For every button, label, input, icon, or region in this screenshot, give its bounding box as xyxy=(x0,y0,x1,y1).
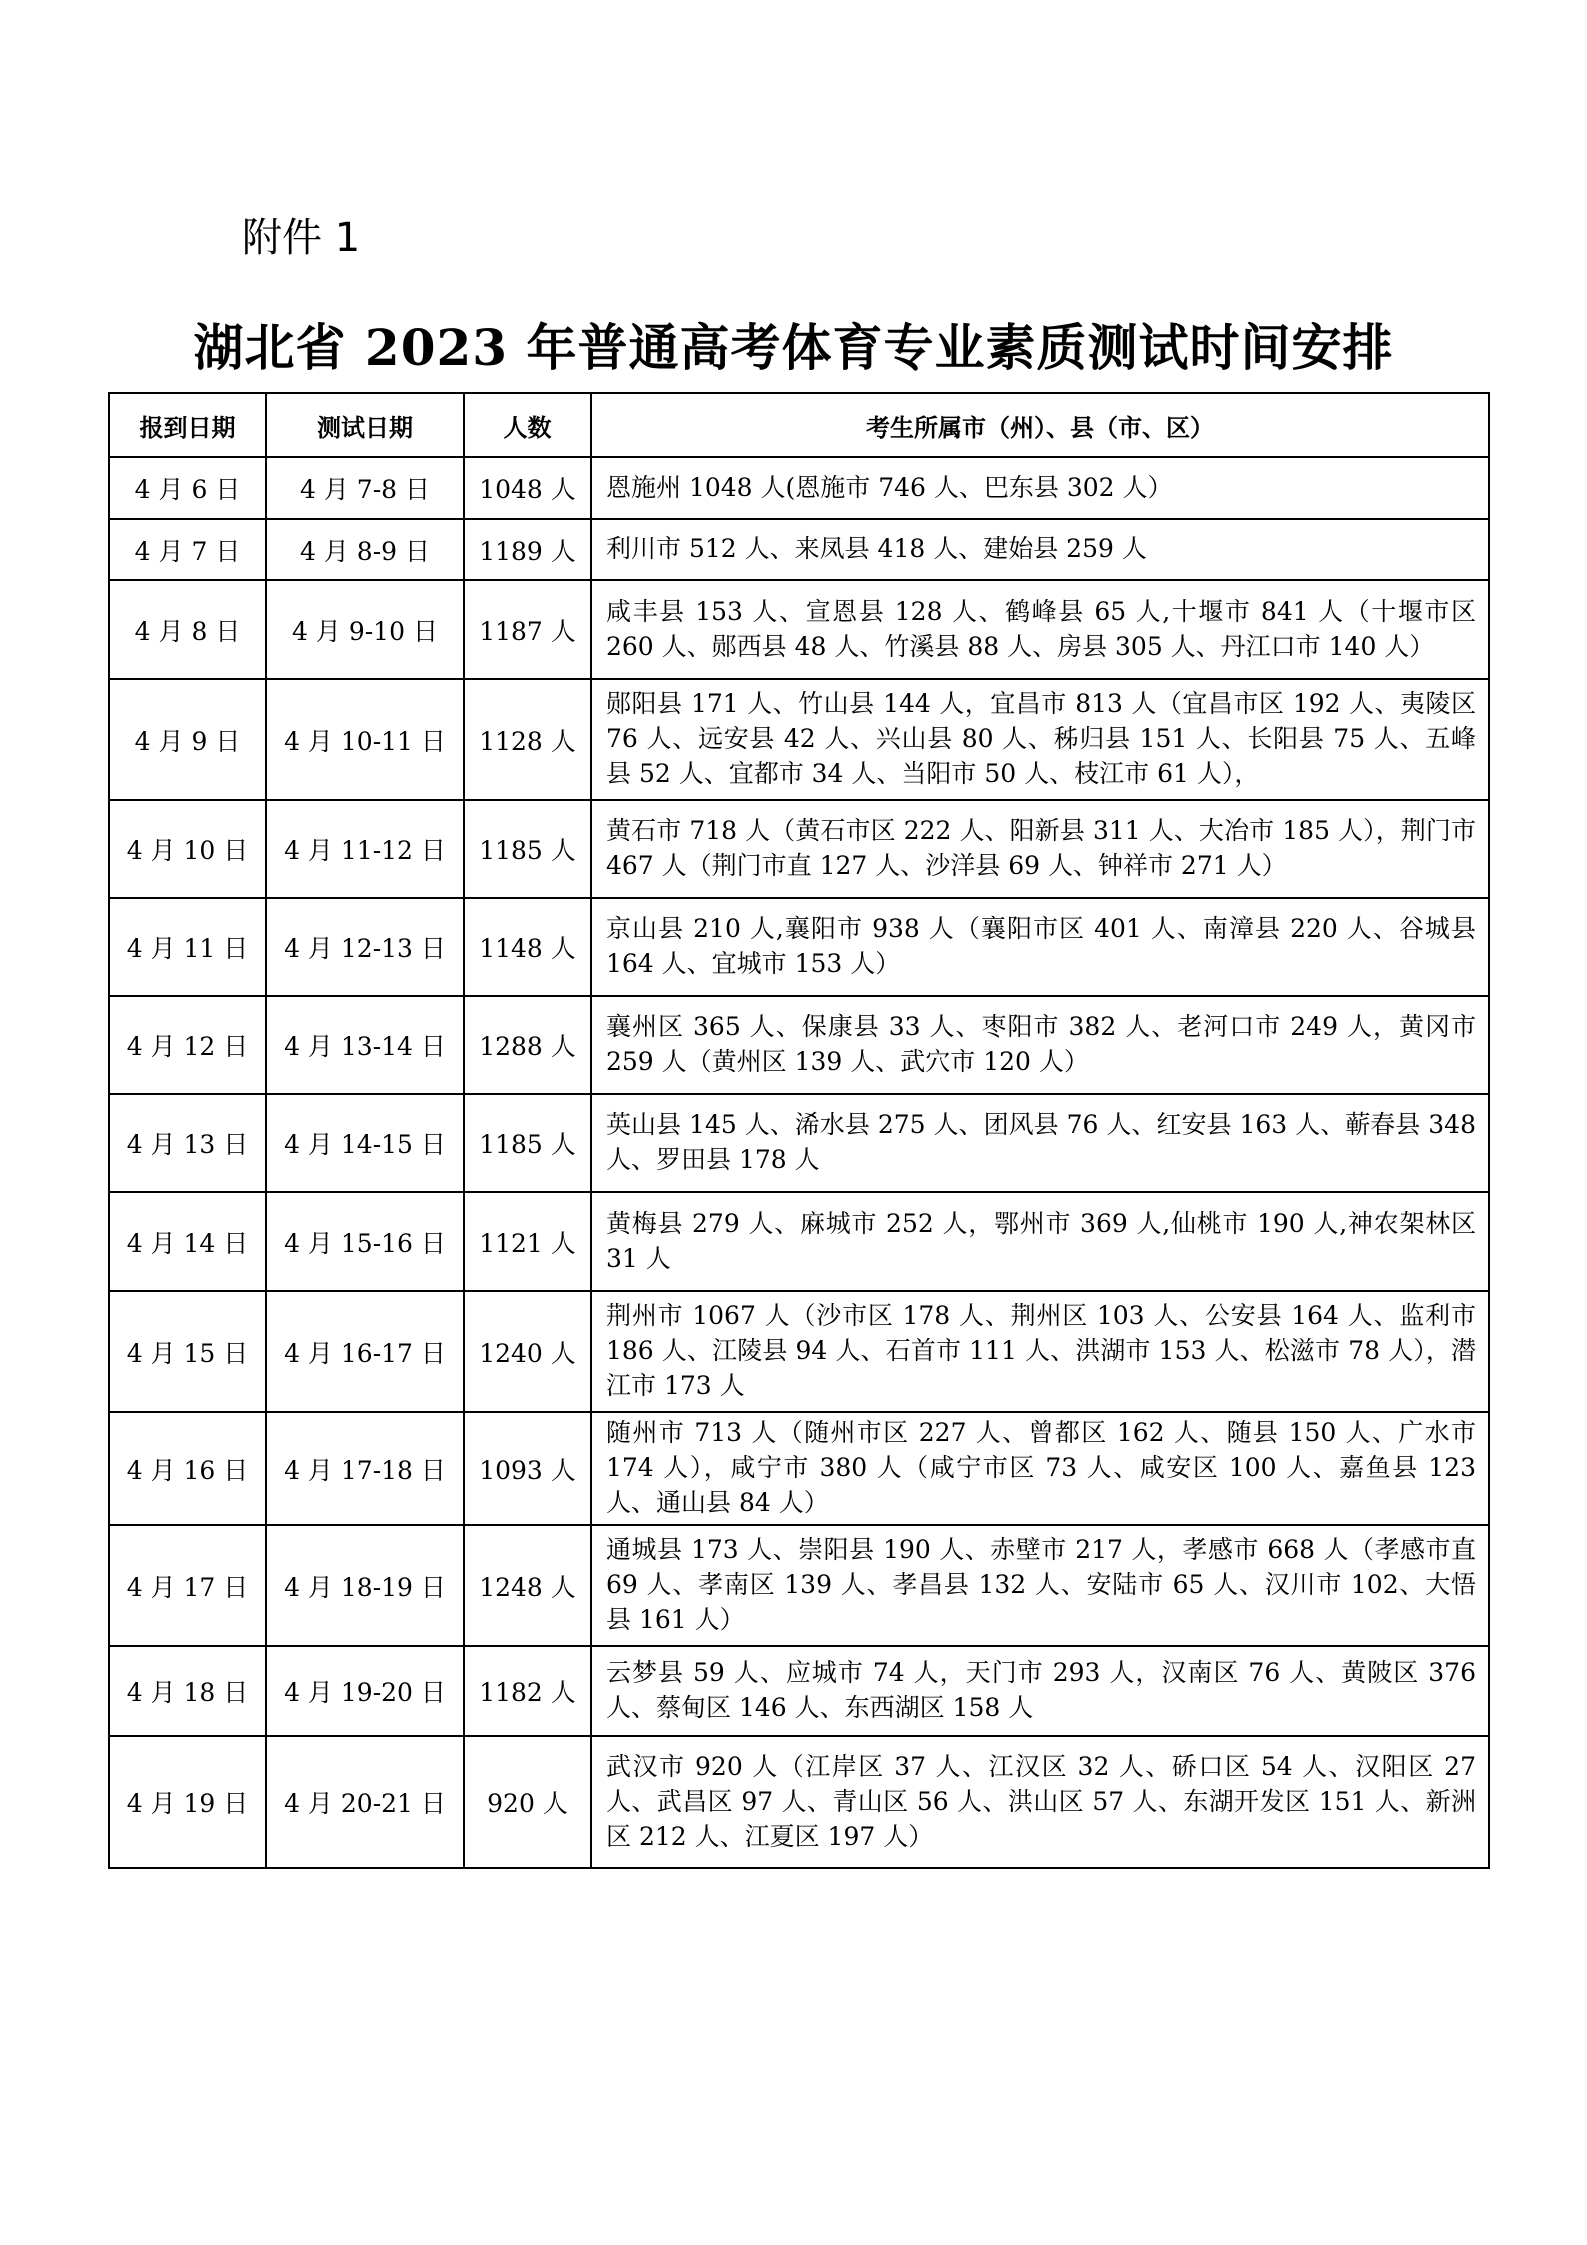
test-date-cell: 4 月 8-9 日 xyxy=(266,519,464,580)
page-title: 湖北省 2023 年普通高考体育专业素质测试时间安排 xyxy=(193,318,1394,377)
test-date-cell: 4 月 7-8 日 xyxy=(266,457,464,519)
count-cell: 1248 人 xyxy=(464,1525,591,1646)
count-cell: 1048 人 xyxy=(464,457,591,519)
report-date-cell: 4 月 14 日 xyxy=(109,1192,266,1291)
regions-cell: 黄梅县 279 人、麻城市 252 人，鄂州市 369 人,仙桃市 190 人,神农架林区 31 人 xyxy=(591,1192,1489,1291)
count-cell: 1288 人 xyxy=(464,996,591,1094)
report-date-cell: 4 月 8 日 xyxy=(109,580,266,679)
count-cell: 1185 人 xyxy=(464,1094,591,1192)
test-date-cell: 4 月 15-16 日 xyxy=(266,1192,464,1291)
count-cell: 1185 人 xyxy=(464,800,591,898)
table-row xyxy=(109,1412,1489,1525)
table-row xyxy=(109,457,1489,519)
count-cell: 1121 人 xyxy=(464,1192,591,1291)
count-cell: 1148 人 xyxy=(464,898,591,996)
count-cell: 1128 人 xyxy=(464,679,591,800)
report-date-cell: 4 月 18 日 xyxy=(109,1646,266,1736)
table-row xyxy=(109,996,1489,1094)
count-cell: 1240 人 xyxy=(464,1291,591,1412)
regions-cell: 黄石市 718 人（黄石市区 222 人、阳新县 311 人、大冶市 185 人），荆门市 467 人（荆门市直 127 人、沙洋县 69 人、钟祥市 271 人） xyxy=(591,800,1489,898)
table-header-row xyxy=(109,393,1489,457)
report-date-cell: 4 月 16 日 xyxy=(109,1412,266,1525)
table-row xyxy=(109,898,1489,996)
test-date-cell: 4 月 17-18 日 xyxy=(266,1412,464,1525)
table-row xyxy=(109,1646,1489,1736)
test-date-cell: 4 月 19-20 日 xyxy=(266,1646,464,1736)
test-date-cell: 4 月 11-12 日 xyxy=(266,800,464,898)
attachment-label: 附件 1 xyxy=(242,215,361,261)
regions-cell: 咸丰县 153 人、宣恩县 128 人、鹤峰县 65 人,十堰市 841 人（十堰市区 260 人、郧西县 48 人、竹溪县 88 人、房县 305 人、丹江口市 140 人） xyxy=(591,580,1489,679)
test-date-cell: 4 月 9-10 日 xyxy=(266,580,464,679)
regions-cell: 襄州区 365 人、保康县 33 人、枣阳市 382 人、老河口市 249 人，黄冈市 259 人（黄州区 139 人、武穴市 120 人） xyxy=(591,996,1489,1094)
regions-cell: 郧阳县 171 人、竹山县 144 人，宜昌市 813 人（宜昌市区 192 人、夷陵区 76 人、远安县 42 人、兴山县 80 人、秭归县 151 人、长阳县 75 人、五峰县 52 人、宜都市 34 人、当阳市 50 人、枝江市 61 人）， xyxy=(591,679,1489,800)
report-date-cell: 4 月 13 日 xyxy=(109,1094,266,1192)
table-row xyxy=(109,1291,1489,1412)
test-date-cell: 4 月 13-14 日 xyxy=(266,996,464,1094)
count-cell: 1187 人 xyxy=(464,580,591,679)
test-date-cell: 4 月 14-15 日 xyxy=(266,1094,464,1192)
table-row xyxy=(109,1736,1489,1868)
regions-cell: 云梦县 59 人、应城市 74 人，天门市 293 人，汉南区 76 人、黄陂区 376 人、蔡甸区 146 人、东西湖区 158 人 xyxy=(591,1646,1489,1736)
report-date-cell: 4 月 7 日 xyxy=(109,519,266,580)
header-report-date: 报到日期 xyxy=(109,393,266,457)
test-date-cell: 4 月 12-13 日 xyxy=(266,898,464,996)
regions-cell: 京山县 210 人,襄阳市 938 人（襄阳市区 401 人、南漳县 220 人、谷城县 164 人、宜城市 153 人） xyxy=(591,898,1489,996)
count-cell: 1189 人 xyxy=(464,519,591,580)
regions-cell: 英山县 145 人、浠水县 275 人、团风县 76 人、红安县 163 人、蕲春县 348 人、罗田县 178 人 xyxy=(591,1094,1489,1192)
regions-cell: 通城县 173 人、崇阳县 190 人、赤壁市 217 人，孝感市 668 人（孝感市直 69 人、孝南区 139 人、孝昌县 132 人、安陆市 65 人、汉川市 102、大悟县 161 人） xyxy=(591,1525,1489,1646)
regions-cell: 利川市 512 人、来凤县 418 人、建始县 259 人 xyxy=(591,519,1489,580)
table-row xyxy=(109,580,1489,679)
regions-cell: 武汉市 920 人（江岸区 37 人、江汉区 32 人、硚口区 54 人、汉阳区 27 人、武昌区 97 人、青山区 56 人、洪山区 57 人、东湖开发区 151 人、新洲区 212 人、江夏区 197 人） xyxy=(591,1736,1489,1868)
count-cell: 920 人 xyxy=(464,1736,591,1868)
report-date-cell: 4 月 11 日 xyxy=(109,898,266,996)
table-row xyxy=(109,679,1489,800)
header-count: 人数 xyxy=(464,393,591,457)
header-regions: 考生所属市（州）、县（市、区） xyxy=(591,393,1489,457)
table-row xyxy=(109,519,1489,580)
count-cell: 1182 人 xyxy=(464,1646,591,1736)
report-date-cell: 4 月 15 日 xyxy=(109,1291,266,1412)
header-test-date: 测试日期 xyxy=(266,393,464,457)
count-cell: 1093 人 xyxy=(464,1412,591,1525)
report-date-cell: 4 月 6 日 xyxy=(109,457,266,519)
regions-cell: 荆州市 1067 人（沙市区 178 人、荆州区 103 人、公安县 164 人、监利市 186 人、江陵县 94 人、石首市 111 人、洪湖市 153 人、松滋市 78 人），潜江市 173 人 xyxy=(591,1291,1489,1412)
test-date-cell: 4 月 10-11 日 xyxy=(266,679,464,800)
report-date-cell: 4 月 12 日 xyxy=(109,996,266,1094)
report-date-cell: 4 月 19 日 xyxy=(109,1736,266,1868)
table-row xyxy=(109,1192,1489,1291)
test-date-cell: 4 月 16-17 日 xyxy=(266,1291,464,1412)
test-date-cell: 4 月 20-21 日 xyxy=(266,1736,464,1868)
table-row xyxy=(109,800,1489,898)
table-row xyxy=(109,1525,1489,1646)
report-date-cell: 4 月 9 日 xyxy=(109,679,266,800)
regions-cell: 随州市 713 人（随州市区 227 人、曾都区 162 人、随县 150 人、广水市 174 人），咸宁市 380 人（咸宁市区 73 人、咸安区 100 人、嘉鱼县 123 人、通山县 84 人） xyxy=(591,1412,1489,1525)
regions-cell: 恩施州 1048 人(恩施市 746 人、巴东县 302 人） xyxy=(591,457,1489,519)
report-date-cell: 4 月 17 日 xyxy=(109,1525,266,1646)
table-row xyxy=(109,1094,1489,1192)
test-date-cell: 4 月 18-19 日 xyxy=(266,1525,464,1646)
schedule-table xyxy=(108,392,1490,1869)
report-date-cell: 4 月 10 日 xyxy=(109,800,266,898)
